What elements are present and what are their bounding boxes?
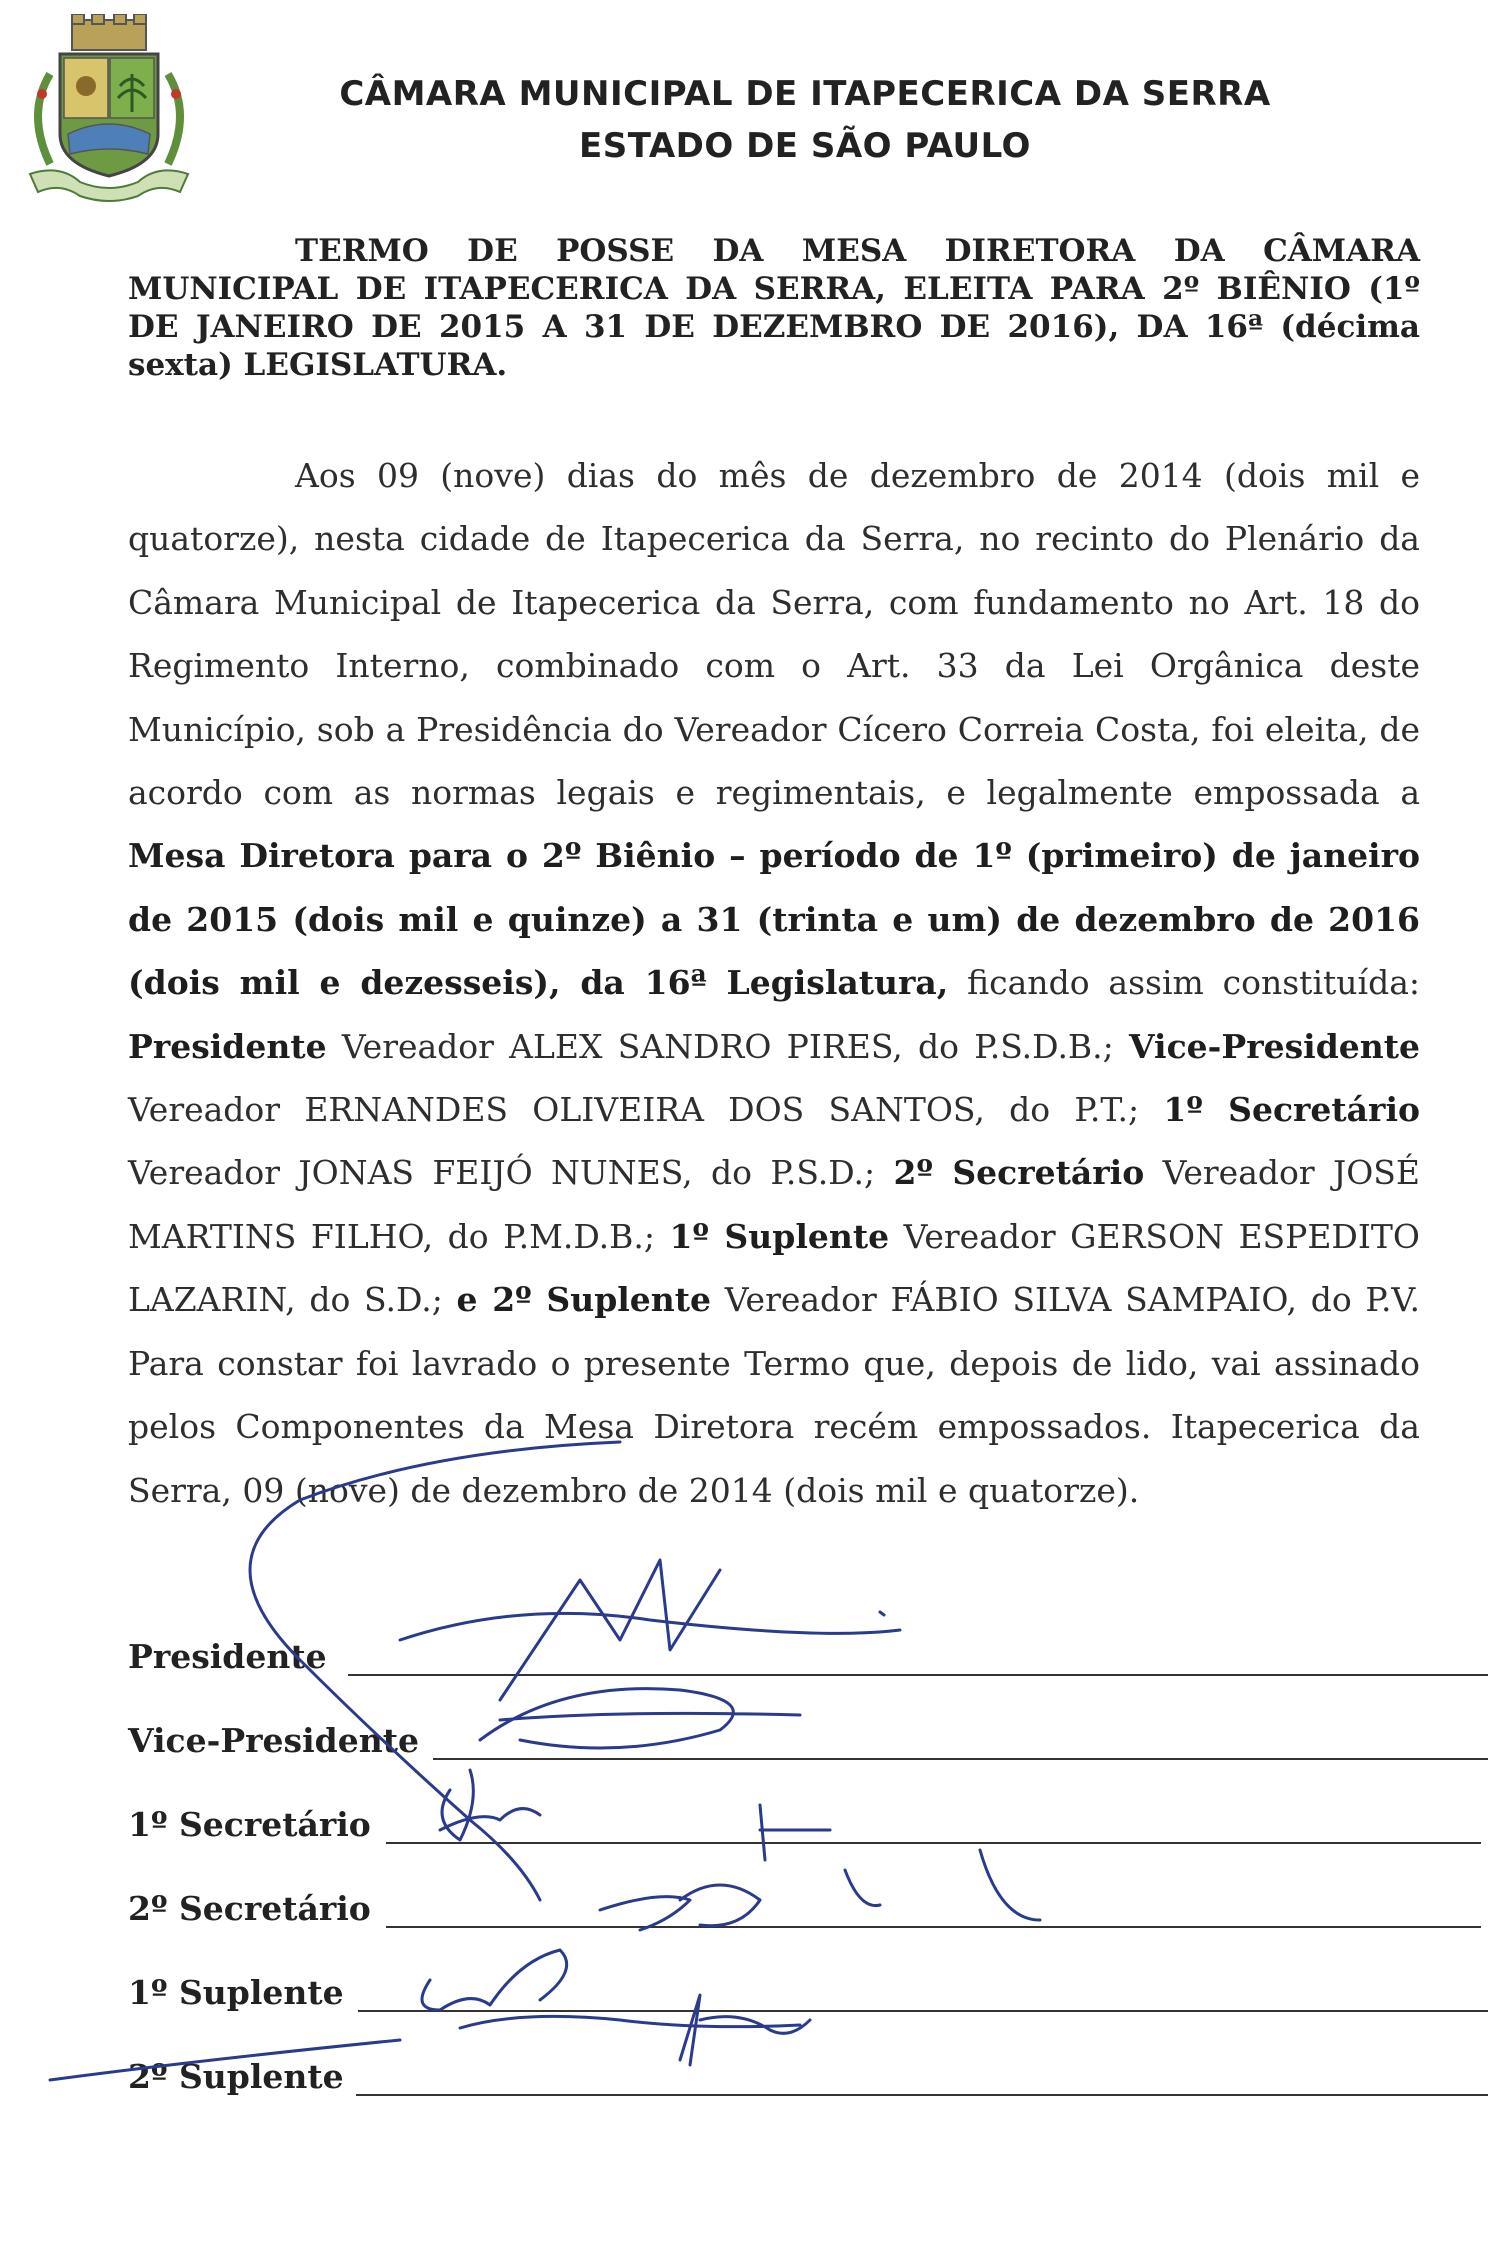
signature-row-first-alternate xyxy=(128,1968,1428,2018)
signature-row-vice-president xyxy=(128,1716,1428,1766)
signature-row-second-secretary xyxy=(128,1884,1428,1934)
role-vice-president: Vice-Presidente xyxy=(1129,1026,1420,1066)
signature-row-president xyxy=(128,1632,1428,1682)
term-title xyxy=(128,232,1420,384)
header-state-name: ESTADO DE SÃO PAULO xyxy=(579,126,1031,166)
body-text-constitution: ficando assim constituída: xyxy=(948,963,1420,1003)
body-text-mesa-period: Mesa Diretora para o 2º Biênio – período de 1º (primeiro) de janeiro de 2015 (dois mil e quinze) a 31 (trinta e um) de dezembro de 2016 (dois mil e dezesseis), da 16ª Legislatura, xyxy=(128,836,1420,1003)
role-first-alternate: 1º Suplente xyxy=(669,1216,890,1256)
signature-line xyxy=(348,1674,1488,1676)
role-second-alternate: e 2º Suplente xyxy=(456,1280,712,1320)
member-second-alternate-and-closing: Vereador FÁBIO SILVA SAMPAIO, do P.V. Para constar foi lavrado o presente Termo que, depois de lido, vai assinado pelos Componentes da Mesa Diretora recém empossados. Itapecerica da Serra, 09 (nove) de dezembro de 2014 (dois mil e quatorze). xyxy=(128,1280,1420,1510)
signature-label: 1º Suplente xyxy=(128,1973,344,2012)
role-second-secretary: 2º Secretário xyxy=(893,1153,1145,1193)
signature-row-second-alternate xyxy=(128,2052,1428,2102)
member-second-secretary: Vereador JOSÉ MARTINS FILHO, do P.M.D.B.; xyxy=(128,1153,1420,1256)
signature-label: 2º Secretário xyxy=(128,1889,371,1928)
role-first-secretary: 1º Secretário xyxy=(1163,1090,1420,1130)
municipal-crest-logo xyxy=(20,14,198,204)
signature-line xyxy=(358,2010,1488,2012)
member-first-secretary: Vereador JONAS FEIJÓ NUNES, do P.S.D.; xyxy=(128,1153,894,1193)
role-president: Presidente xyxy=(128,1026,327,1066)
signature-label: 2º Suplente xyxy=(128,2057,344,2096)
member-first-alternate: Vereador GERSON ESPEDITO LAZARIN, do S.D.; xyxy=(128,1216,1420,1320)
signature-label: Presidente xyxy=(128,1637,327,1676)
term-title-text: TERMO DE POSSE DA MESA DIRETORA DA CÂMARA MUNICIPAL DE ITAPECERICA DA SERRA, ELEITA PARA 2º BIÊNIO (1º DE JANEIRO DE 2015 A 31 DE DEZEMBRO DE 2016), DA 16ª (décima sexta) LEGISLATURA. xyxy=(128,233,1420,383)
signature-label: Vice-Presidente xyxy=(128,1721,419,1760)
signature-line xyxy=(386,1926,1481,1928)
signature-line xyxy=(356,2094,1488,2096)
header-institution-name: CÂMARA MUNICIPAL DE ITAPECERICA DA SERRA xyxy=(339,74,1271,114)
term-body-paragraph xyxy=(128,444,1420,1522)
body-text-intro: Aos 09 (nove) dias do mês de dezembro de 2014 (dois mil e quatorze), nesta cidade de Itapecerica da Serra, no recinto do Plenário da Câmara Municipal de Itapecerica da Serra, com fundamento no Art. 18 do Regimento Interno, combinado com o Art. 33 da Lei Orgânica deste Município, sob a Presidência do Vereador Cícero Correia Costa, foi eleita, de acordo com as normas legais e regimentais, e legalmente empossada a xyxy=(128,456,1420,813)
signature-row-first-secretary xyxy=(128,1800,1428,1850)
signature-line xyxy=(386,1842,1481,1844)
member-vice-president: Vereador ERNANDES OLIVEIRA DOS SANTOS, do P.T.; xyxy=(128,1090,1164,1130)
signature-line xyxy=(433,1758,1488,1760)
signature-label: 1º Secretário xyxy=(128,1805,371,1844)
member-president: Vereador ALEX SANDRO PIRES, do P.S.D.B.; xyxy=(326,1026,1130,1066)
